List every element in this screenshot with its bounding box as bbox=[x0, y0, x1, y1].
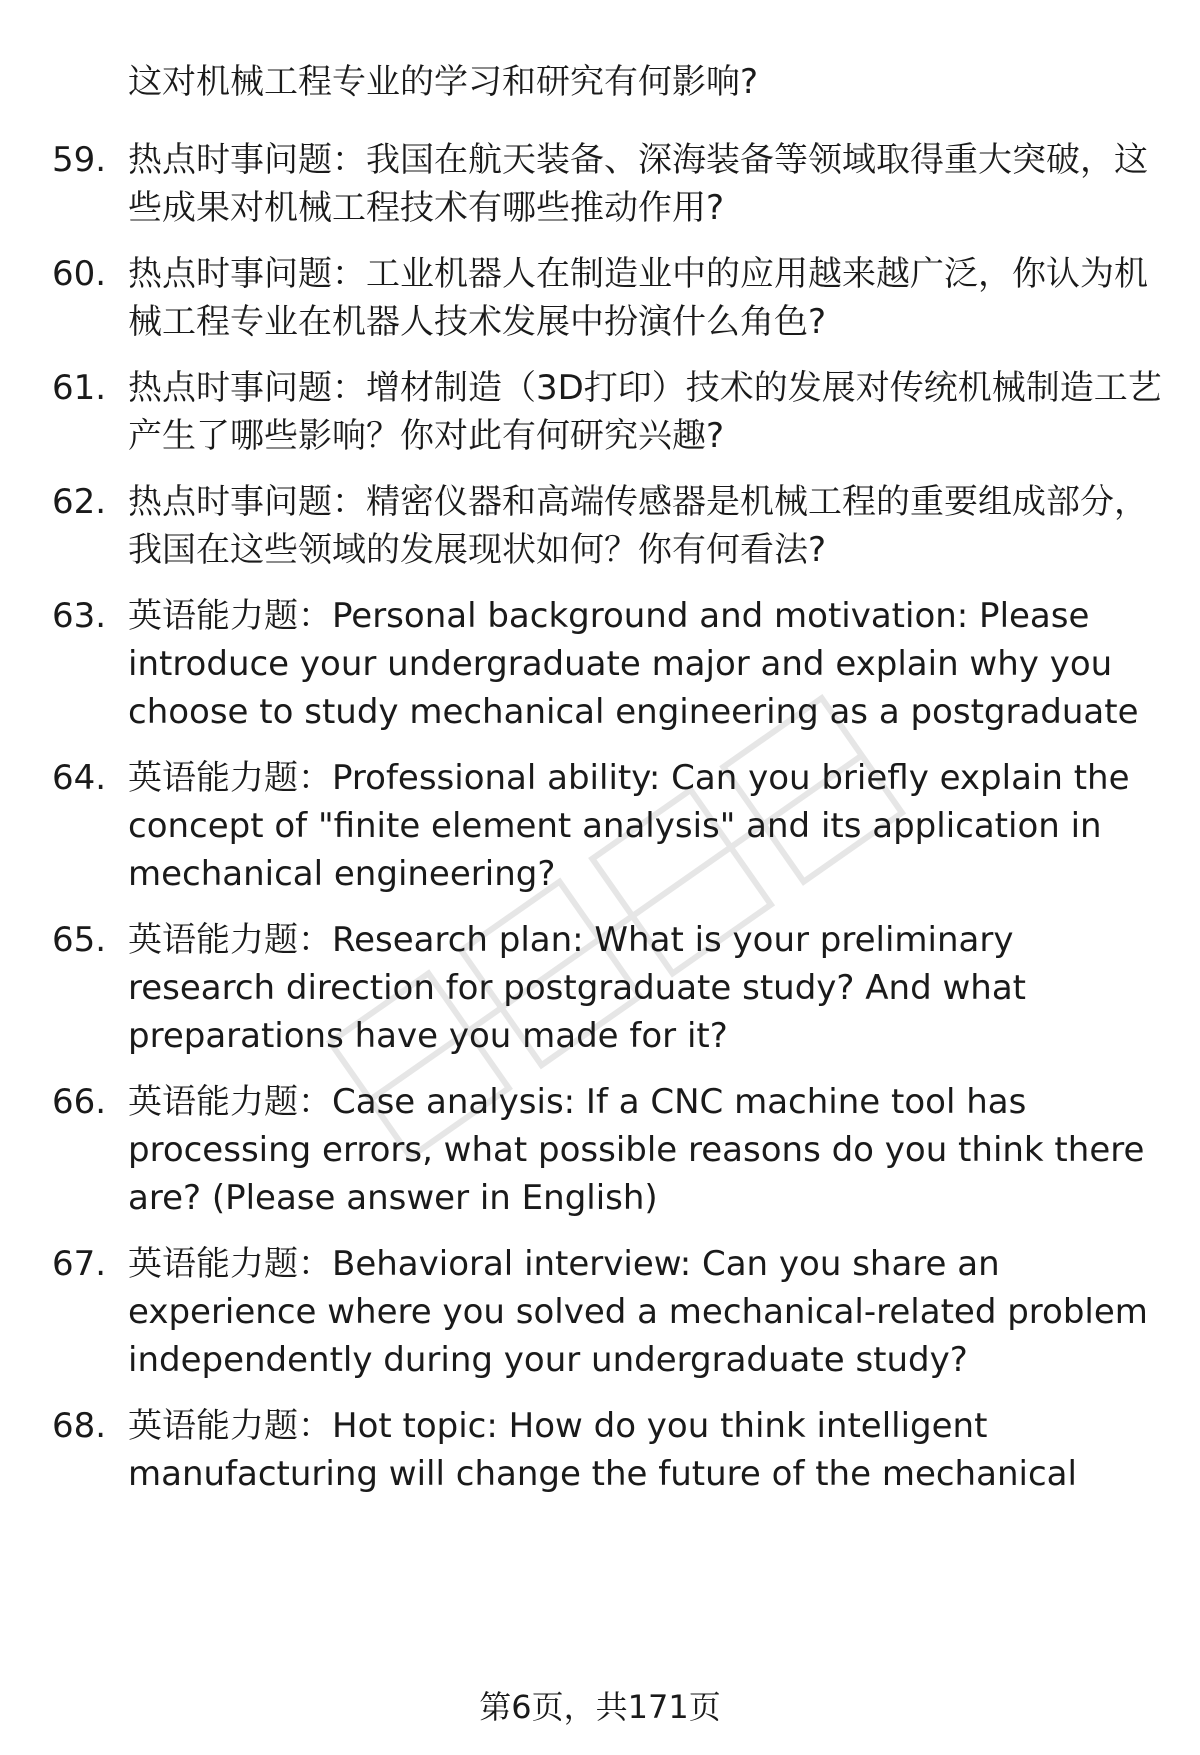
question-text: 热点时事问题：工业机器人在制造业中的应用越来越广泛，你认为机械工程专业在机器人技术发展中扮演什么角色? bbox=[128, 254, 1148, 342]
list-item bbox=[0, 1240, 1200, 1384]
list-item bbox=[0, 1078, 1200, 1222]
question-text: 英语能力题：Professional ability: Can you briefly explain the concept of "finite element analysis" and its application in mechanical engineering? bbox=[128, 758, 1130, 894]
question-text: 热点时事问题：精密仪器和高端传感器是机械工程的重要组成部分，我国在这些领域的发展现状如何？你有何看法? bbox=[128, 482, 1148, 570]
question-text: 英语能力题：Personal background and motivation: Please introduce your undergraduate major and explain why you choose to study mechanical engineering as a postgraduate bbox=[128, 596, 1139, 732]
question-number: 68. bbox=[52, 1406, 107, 1446]
question-text: 英语能力题：Hot topic: How do you think intelligent manufacturing will change the future of the mechanical bbox=[128, 1406, 1077, 1494]
list-item bbox=[0, 136, 1200, 232]
question-text: 英语能力题：Case analysis: If a CNC machine tool has processing errors, what possible reasons do you think there are? (Please answer in English) bbox=[128, 1082, 1145, 1218]
question-number: 59. bbox=[52, 140, 107, 180]
list-item bbox=[0, 754, 1200, 898]
question-number: 65. bbox=[52, 920, 107, 960]
question-number: 62. bbox=[52, 482, 107, 522]
page-footer: 第6页，共171页 bbox=[479, 1688, 721, 1726]
question-number: 67. bbox=[52, 1244, 107, 1284]
question-text: 英语能力题：Behavioral interview: Can you share an experience where you solved a mechanical-related problem independently during your undergraduate study? bbox=[128, 1244, 1148, 1380]
question-number: 63. bbox=[52, 596, 107, 636]
question-number: 66. bbox=[52, 1082, 107, 1122]
lead-text: 这对机械工程专业的学习和研究有何影响? bbox=[128, 62, 759, 102]
list-item bbox=[0, 364, 1200, 460]
question-number: 64. bbox=[52, 758, 107, 798]
question-text: 热点时事问题：增材制造（3D打印）技术的发展对传统机械制造工艺产生了哪些影响？你对此有何研究兴趣? bbox=[128, 368, 1162, 456]
question-number: 61. bbox=[52, 368, 107, 408]
list-item bbox=[0, 478, 1200, 574]
list-item bbox=[0, 592, 1200, 736]
question-text: 热点时事问题：我国在航天装备、深海装备等领域取得重大突破，这些成果对机械工程技术有哪些推动作用? bbox=[128, 140, 1148, 228]
list-item bbox=[0, 250, 1200, 346]
question-text: 英语能力题：Research plan: What is your preliminary research direction for postgraduate study? And what preparations have you made for it? bbox=[128, 920, 1026, 1056]
list-item bbox=[0, 916, 1200, 1060]
list-item bbox=[0, 1402, 1200, 1498]
question-number: 60. bbox=[52, 254, 107, 294]
question-list bbox=[0, 136, 1200, 1516]
